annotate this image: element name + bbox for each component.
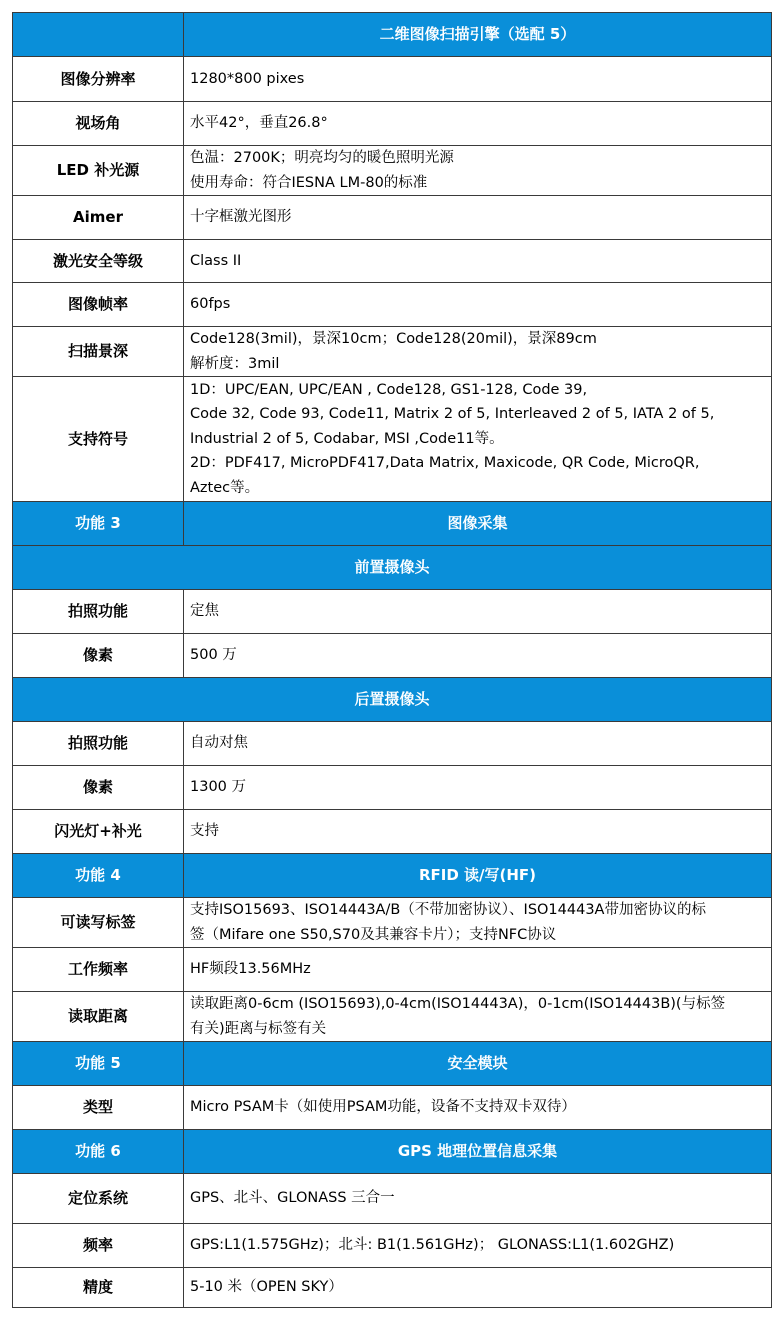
spec-label: 扫描景深: [13, 327, 184, 377]
spec-label: 拍照功能: [13, 722, 184, 766]
spec-label: LED 补光源: [13, 146, 184, 196]
section-function-label: [13, 13, 184, 57]
spec-value-line: 1280*800 pixes: [190, 70, 305, 87]
spec-value: [184, 102, 772, 146]
spec-row: [13, 240, 772, 283]
section-function-label: 功能 6: [13, 1130, 184, 1174]
spec-value: [184, 948, 772, 992]
spec-value-line: 十字框激光图形: [190, 209, 292, 226]
spec-value-line: 2D：PDF417, MicroPDF417,Data Matrix, Maxicode, QR Code, MicroQR,: [190, 455, 700, 472]
section-title: 安全模块: [184, 1042, 772, 1086]
spec-value: [184, 327, 772, 377]
spec-label: 工作频率: [13, 948, 184, 992]
spec-row: [13, 898, 772, 948]
spec-value: [184, 240, 772, 283]
spec-value: [184, 146, 772, 196]
spec-value-line: 1D：UPC/EAN, UPC/EAN , Code128, GS1-128, Code 39,: [190, 381, 588, 398]
spec-value: [184, 1224, 772, 1268]
spec-label: 像素: [13, 634, 184, 678]
spec-label: 闪光灯+补光: [13, 810, 184, 854]
spec-row: [13, 327, 772, 377]
spec-value: [184, 590, 772, 634]
spec-row: [13, 146, 772, 196]
spec-value: [184, 1174, 772, 1224]
spec-value-line: Class II: [190, 252, 242, 269]
spec-value-line: 色温：2700K；明亮均匀的暖色照明光源: [190, 150, 454, 166]
spec-value-line: 水平42°，垂直26.8°: [190, 115, 328, 132]
section-function-label: 功能 5: [13, 1042, 184, 1086]
spec-value-line: GPS:L1(1.575GHz)；北斗: B1(1.561GHz)； GLONASS:L1(1.602GHZ): [190, 1237, 675, 1254]
spec-row: [13, 634, 772, 678]
spec-value-line: 500 万: [190, 647, 237, 664]
spec-value: [184, 1268, 772, 1308]
spec-value-line: 支持: [190, 823, 219, 840]
section-header-row: [13, 1130, 772, 1174]
section-header-row: [13, 1042, 772, 1086]
section-title: GPS 地理位置信息采集: [184, 1130, 772, 1174]
spec-row: [13, 196, 772, 240]
spec-value-line: Aztec等。: [190, 479, 260, 496]
section-title: 二维图像扫描引擎（选配 5）: [184, 13, 772, 57]
spec-row: [13, 948, 772, 992]
spec-row: [13, 1174, 772, 1224]
spec-value-line: 使用寿命：符合IESNA LM-80的标准: [190, 174, 428, 191]
spec-row: [13, 102, 772, 146]
spec-row: [13, 57, 772, 102]
spec-value-line: 签（Mifare one S50,S70及其兼容卡片）；支持NFC协议: [190, 926, 557, 943]
spec-value-line: Code128(3mil)，景深10cm；Code128(20mil)，景深89cm: [190, 331, 597, 347]
spec-label: 可读写标签: [13, 898, 184, 948]
spec-value: [184, 898, 772, 948]
spec-value-line: 60fps: [190, 296, 231, 313]
spec-row: [13, 283, 772, 327]
section-function-label: 功能 3: [13, 502, 184, 546]
spec-value-line: 支持ISO15693、ISO14443A/B（不带加密协议）、ISO14443A带加密协议的标: [190, 902, 706, 918]
spec-row: [13, 590, 772, 634]
spec-value-line: Industrial 2 of 5, Codabar, MSI ,Code11等。: [190, 430, 504, 447]
spec-row: [13, 1086, 772, 1130]
subsection-title: 前置摄像头: [13, 546, 772, 590]
spec-value-line: 5-10 米（OPEN SKY）: [190, 1279, 343, 1296]
spec-value: [184, 810, 772, 854]
section-header-row: [13, 854, 772, 898]
spec-row: [13, 810, 772, 854]
spec-label: 精度: [13, 1268, 184, 1308]
spec-value-line: Micro PSAM卡（如使用PSAM功能，设备不支持双卡双待）: [190, 1099, 576, 1116]
spec-value: [184, 766, 772, 810]
spec-row: [13, 722, 772, 766]
spec-value-line: GPS、北斗、GLONASS 三合一: [190, 1190, 395, 1207]
spec-value: [184, 196, 772, 240]
spec-value-line: Code 32, Code 93, Code11, Matrix 2 of 5, Interleaved 2 of 5, IATA 2 of 5,: [190, 406, 715, 423]
spec-label: 激光安全等级: [13, 240, 184, 283]
subsection-title: 后置摄像头: [13, 678, 772, 722]
spec-table: [12, 12, 772, 1308]
spec-value-line: 自动对焦: [190, 735, 248, 752]
spec-label: 图像帧率: [13, 283, 184, 327]
section-title: 图像采集: [184, 502, 772, 546]
spec-label: 拍照功能: [13, 590, 184, 634]
spec-label: 读取距离: [13, 992, 184, 1042]
spec-value-line: 定焦: [190, 603, 219, 620]
spec-label: 支持符号: [13, 377, 184, 502]
spec-row: [13, 766, 772, 810]
spec-label: Aimer: [13, 196, 184, 240]
section-title: RFID 读/写(HF): [184, 854, 772, 898]
spec-label: 类型: [13, 1086, 184, 1130]
spec-value-line: 解析度：3mil: [190, 355, 280, 372]
spec-value: [184, 57, 772, 102]
spec-value-line: HF频段13.56MHz: [190, 961, 311, 978]
spec-value: [184, 722, 772, 766]
spec-value: [184, 377, 772, 502]
subsection-header-row: [13, 678, 772, 722]
section-function-label: 功能 4: [13, 854, 184, 898]
spec-value: [184, 992, 772, 1042]
spec-value-line: 1300 万: [190, 779, 247, 796]
spec-label: 频率: [13, 1224, 184, 1268]
spec-value: [184, 283, 772, 327]
spec-value: [184, 634, 772, 678]
spec-row: [13, 992, 772, 1042]
spec-label: 定位系统: [13, 1174, 184, 1224]
spec-value: [184, 1086, 772, 1130]
spec-value-line: 读取距离0-6cm (ISO15693),0-4cm(ISO14443A)，0-1cm(ISO14443B)(与标签: [190, 996, 726, 1012]
spec-row: [13, 1224, 772, 1268]
spec-label: 图像分辨率: [13, 57, 184, 102]
spec-row: [13, 1268, 772, 1308]
spec-label: 视场角: [13, 102, 184, 146]
spec-table-body: [13, 13, 772, 1308]
spec-value-line: 有关)距离与标签有关: [190, 1020, 327, 1037]
section-header-row: [13, 502, 772, 546]
section-header-row: [13, 13, 772, 57]
spec-row: [13, 377, 772, 502]
spec-label: 像素: [13, 766, 184, 810]
subsection-header-row: [13, 546, 772, 590]
